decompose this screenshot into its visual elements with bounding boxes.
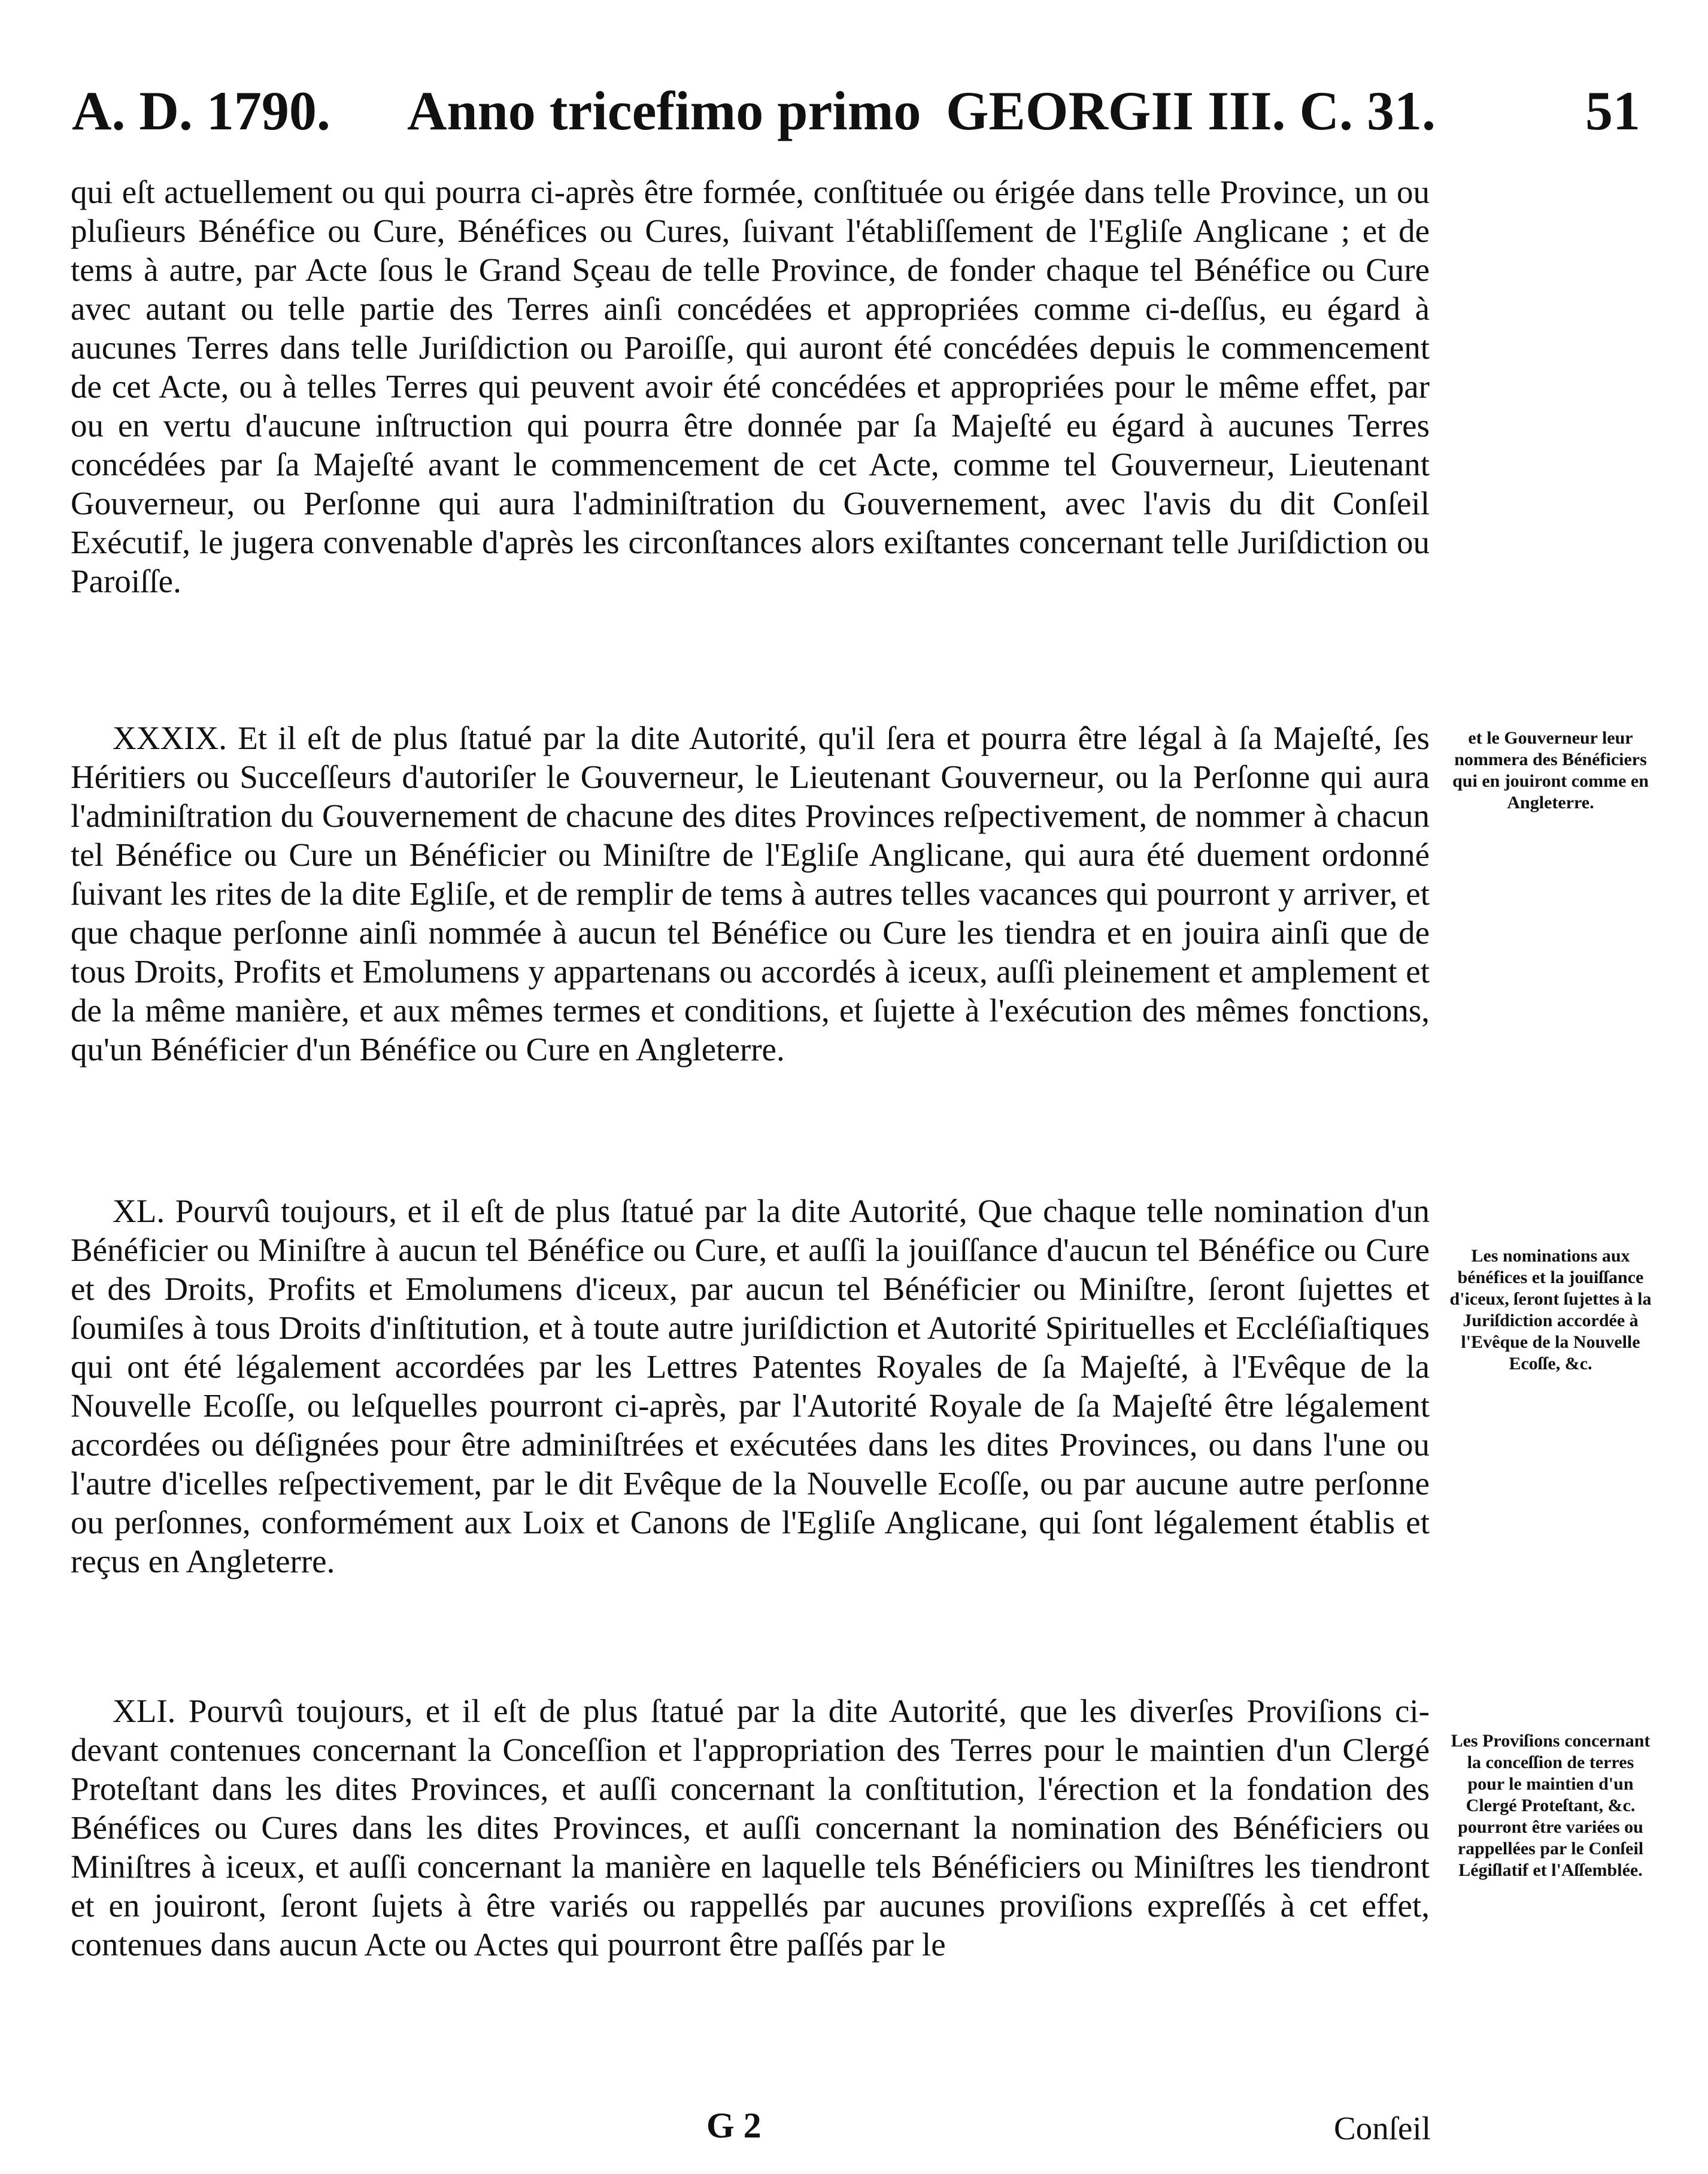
running-header (72, 72, 1640, 150)
margin-note-nomination: et le Gouverneur leur nommera des Bénéficiers qui en jouiront comme en Angleterre. (1452, 728, 1649, 812)
signature-mark: G 2 (706, 2106, 762, 2145)
paragraph-xli: XLI. Pourvû toujours, et il eſt de plus ſtatué par la dite Autorité, que les diverſes Proviſions ci-devant contenues concernant la Conceſſion et l'appropriation des Terres pour le maintien d'un Clergé Proteſtant dans les dites Provinces, et auſſi concernant la conſtitution, l'érection et la fondation des Bénéfices ou Cures dans les dites Provinces, et auſſi concernant la nomination des Bénéficiers ou Miniſtres à iceux, et auſſi concernant la manière en laquelle tels Bénéficiers ou Miniſtres les tiendront et en jouiront, ſeront ſujets à être variés ou rappellés par aucunes proviſions expreſſés à cet effet, contenues dans aucun Acte ou Actes qui pourront être paſſés par le (71, 1693, 1430, 1963)
paragraph-xxxix: XXXIX. Et il eſt de plus ſtatué par la dite Autorité, qu'il ſera et pourra être légal à ſa Majeſté, ſes Héritiers ou Succeſſeurs d'autoriſer le Gouverneur, le Lieutenant Gouverneur, ou la Perſonne qui aura l'adminiſtration du Gouvernement de chacune des dites Provinces reſpectivement, de nommer à chacun tel Bénéfice ou Cure un Bénéficier ou Miniſtre de l'Egliſe Anglicane, qui aura été duement ordonné ſuivant les rites de la dite Egliſe, et de remplir de tems à autres telles vacances qui pourront y arriver, et que chaque perſonne ainſi nommée à aucun tel Bénéfice ou Cure les tiendra et en jouira ainſi que de tous Droits, Profits et Emolumens y appartenans ou accordés à iceux, auſſi pleinement et amplement et de la même manière, et aux mêmes termes et conditions, et ſujette à l'exécution des mêmes fonctions, qu'un Bénéficier d'un Bénéfice ou Cure en Angleterre. (71, 720, 1430, 1068)
margin-note-provisions: Les Proviſions concernant la conceſſion de terres pour le maintien d'un Clergé Proteſtant, &c. pourront être variées ou rappellées par le Conſeil Légiſlatif et l'Aſſemblée. (1451, 1731, 1651, 1880)
margin-note-jurisdiction: Les nominations aux bénéfices et la jouiſſance d'iceux, ſeront ſujettes à la Juriſdiction accordée à l'Evêque de la Nouvelle Ecoſſe, &c. (1449, 1246, 1652, 1373)
page-number: 51 (1585, 80, 1640, 141)
paragraph-xl: XL. Pourvû toujours, et il eſt de plus ſtatué par la dite Autorité, Que chaque telle nomination d'un Bénéficier ou Miniſtre à aucun tel Bénéfice ou Cure, et auſſi la jouiſſance d'aucun tel Bénéfice ou Cure et des Droits, Profits et Emolumens d'iceux, par aucun tel Bénéficier ou Miniſtre, ſeront ſujettes et ſoumiſes à tous Droits d'inſtitution, et à toute autre juriſdiction et Autorité Spirituelles et Eccléſiaſtiques qui ont été légalement accordées par les Lettres Patentes Royales de ſa Majeſté, à l'Evêque de la Nouvelle Ecoſſe, ou leſquelles pourront ci-après, par l'Autorité Royale de ſa Majeſté être légalement accordées ou déſignées pour être adminiſtrées et exécutées dans les dites Provinces, ou dans l'une ou l'autre d'icelles reſpectivement, par le dit Evêque de la Nouvelle Ecoſſe, ou par aucune autre perſonne ou perſonnes, conformément aux Loix et Canons de l'Egliſe Anglicane, qui ſont légalement établis et reçus en Angleterre. (71, 1193, 1430, 1579)
header-reign: GEORGII III. C. 31. (946, 80, 1436, 141)
header-year: A. D. 1790. (72, 80, 330, 141)
paragraph-continuation: qui eſt actuellement ou qui pourra ci-après être formée, conſtituée ou érigée dans telle Province, un ou pluſieurs Bénéfice ou Cure, Bénéfices ou Cures, ſuivant l'établiſſement de l'Egliſe Anglicane ; et de tems à autre, par Acte ſous le Grand Sçeau de telle Province, de fonder chaque tel Bénéfice ou Cure avec autant ou telle partie des Terres ainſi concédées et appropriées comme ci-deſſus, eu égard à aucunes Terres dans telle Juriſdiction ou Paroiſſe, qui auront été concédées depuis le commencement de cet Acte, ou à telles Terres qui peuvent avoir été concédées et appropriées pour le même effet, par ou en vertu d'aucune inſtruction qui pourra être donnée par ſa Majeſté eu égard à aucunes Terres concédées par ſa Majeſté avant le commencement de cet Acte, comme tel Gouverneur, Lieutenant Gouverneur, ou Perſonne qui aura l'adminiſtration du Gouvernement, avec l'avis du dit Conſeil Exécutif, le jugera convenable d'après les circonſtances alors exiſtantes concernant telle Juriſdiction ou Paroiſſe. (71, 174, 1430, 599)
catchword: Conſeil (1334, 2110, 1431, 2146)
header-anno: Anno tricefimo primo (407, 80, 921, 141)
